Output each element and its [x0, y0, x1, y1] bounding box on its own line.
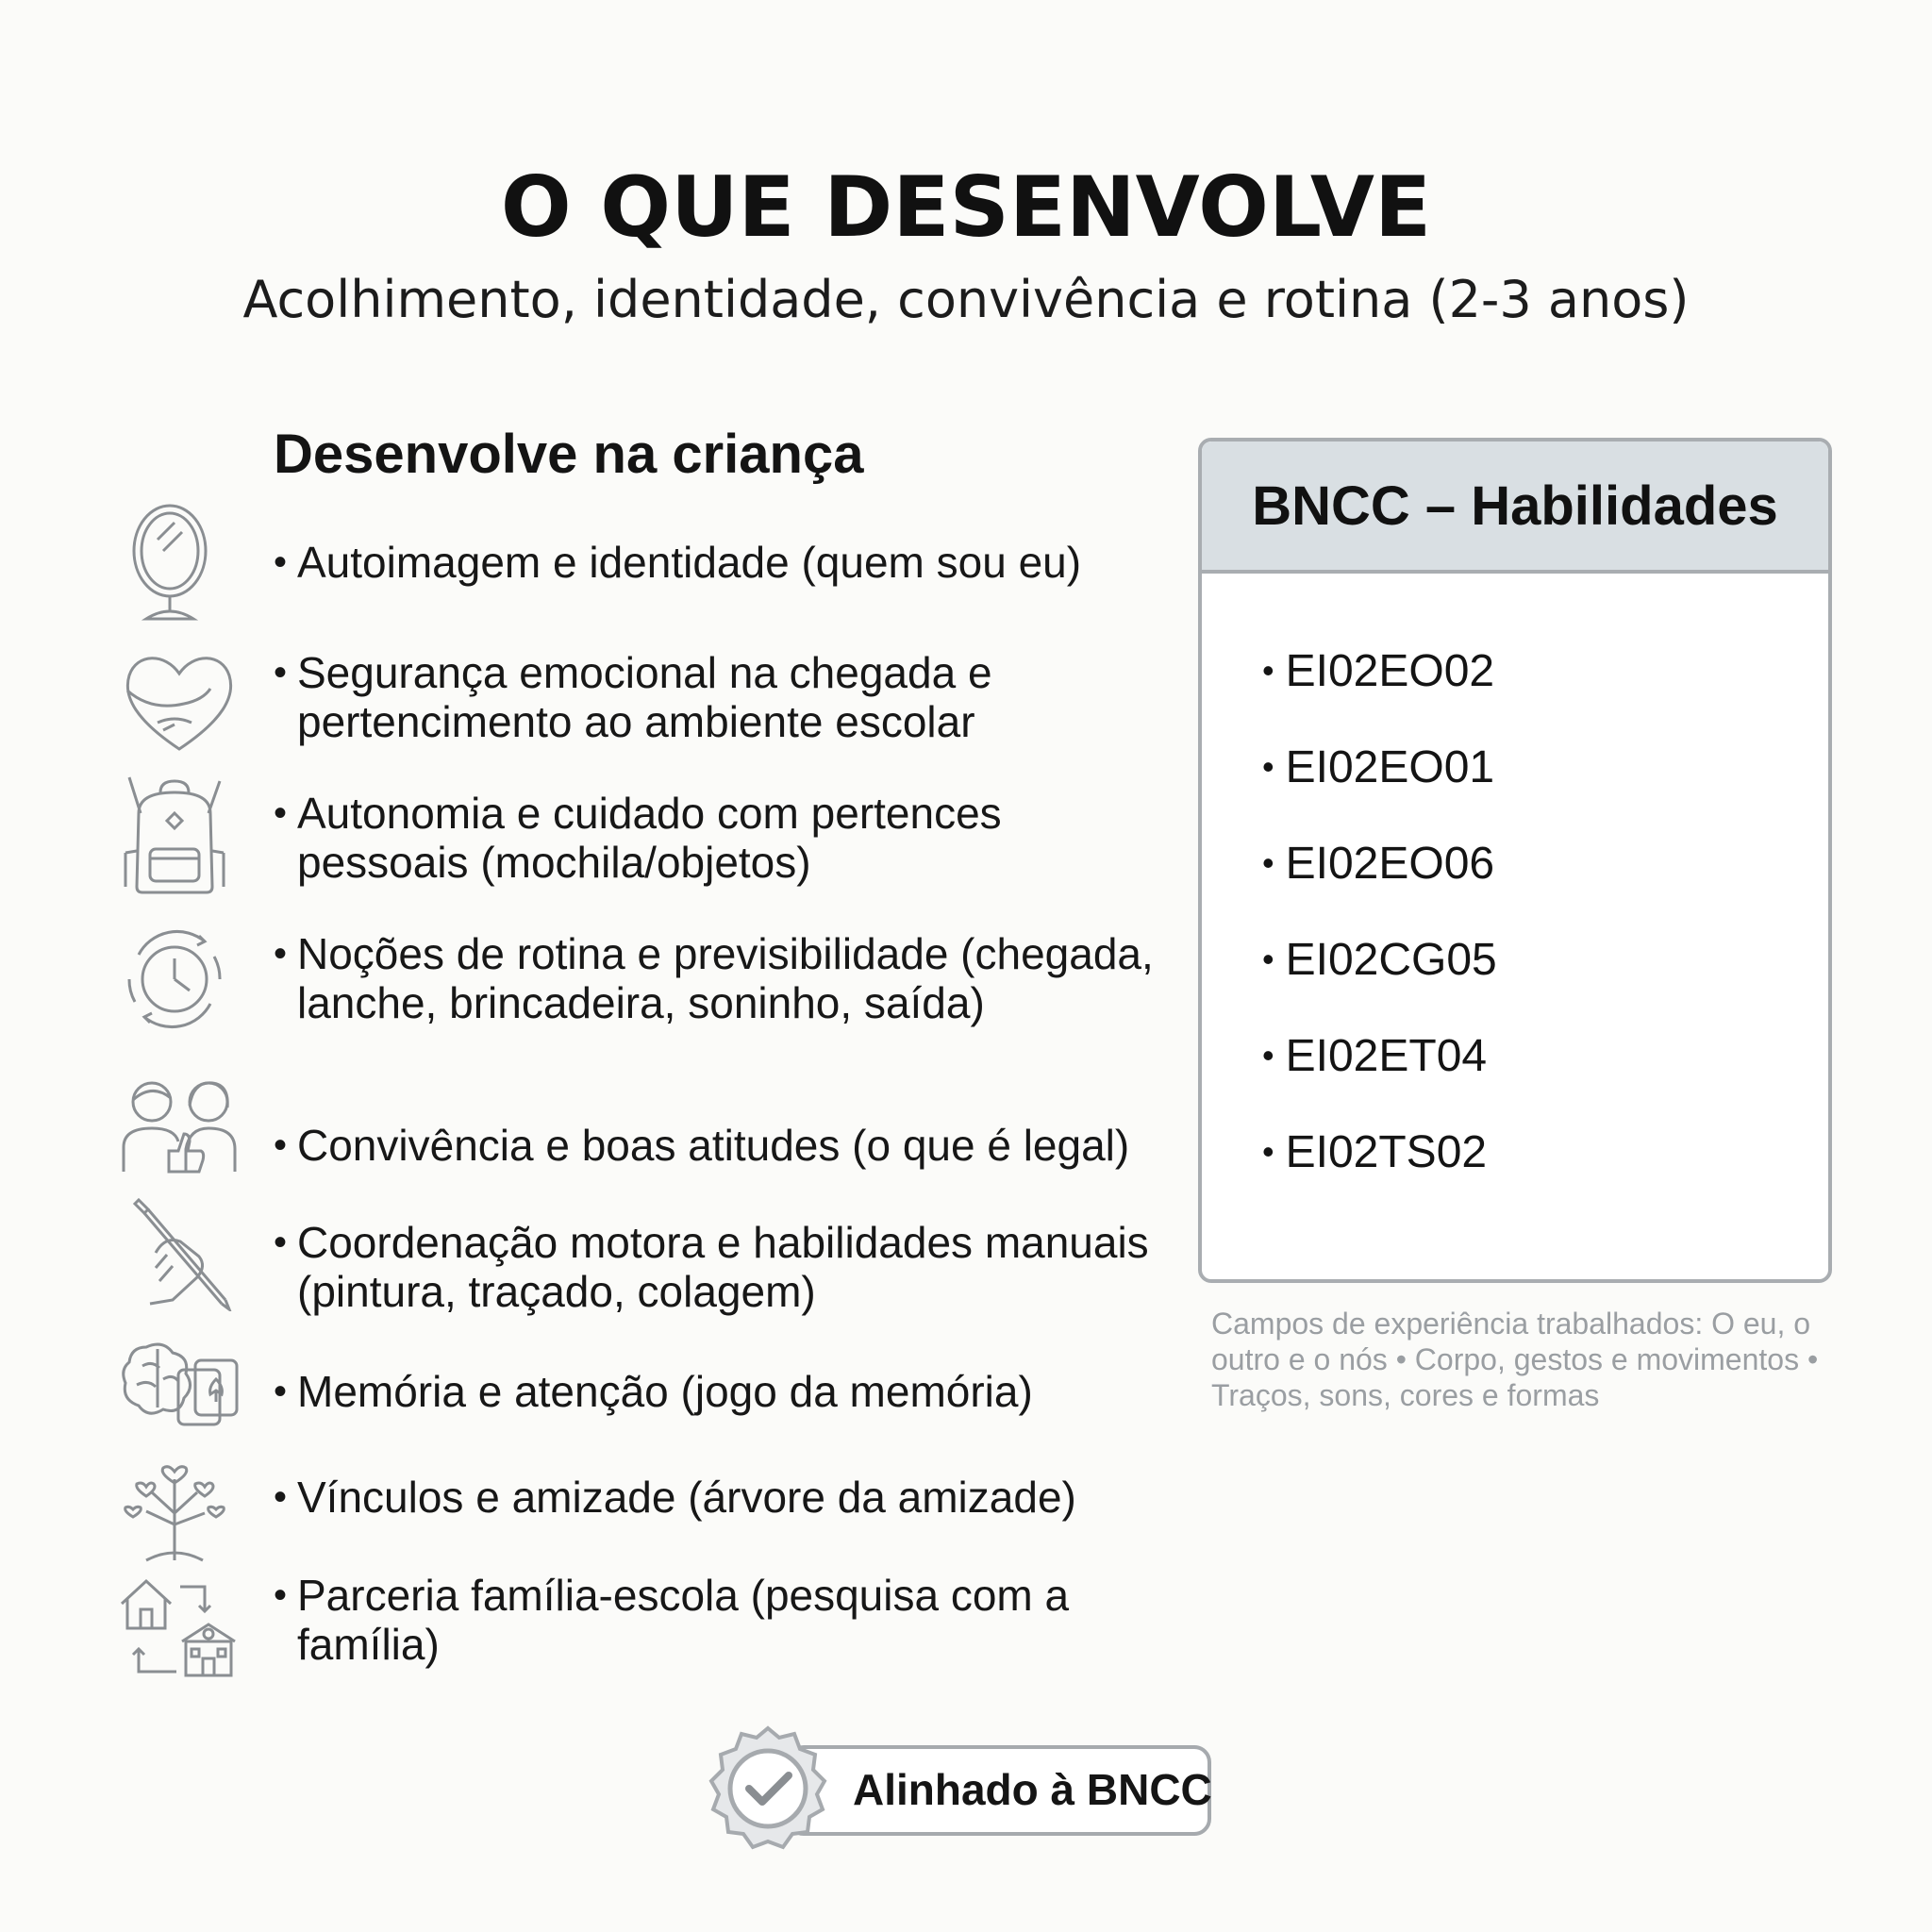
bullet: •	[274, 1371, 288, 1412]
bullet: •	[1262, 651, 1274, 690]
list-item	[274, 538, 1170, 587]
bullet: •	[274, 1574, 288, 1616]
hand-brush-icon	[118, 1198, 241, 1311]
brain-cards-icon	[118, 1332, 241, 1436]
bullet: •	[1262, 1036, 1274, 1074]
bullet: •	[274, 1476, 288, 1518]
friends-thumbs-up-icon	[118, 1074, 241, 1177]
home-school-icon	[118, 1570, 241, 1683]
list-item	[274, 1571, 1170, 1669]
list-item	[274, 789, 1170, 887]
clock-cycle-icon	[118, 923, 231, 1036]
bullet: •	[274, 541, 288, 583]
bullet: •	[274, 1222, 288, 1263]
bncc-code-text: EI02EO01	[1285, 742, 1495, 792]
bncc-code	[1262, 934, 1497, 986]
list-item	[274, 929, 1170, 1027]
list-item	[274, 1367, 1170, 1416]
list-item-text: Segurança emocional na chegada e pertencimento ao ambiente escolar	[297, 648, 992, 746]
section-heading: Desenvolve na criança	[274, 424, 864, 485]
bullet: •	[1262, 940, 1274, 978]
page-subtitle: Acolhimento, identidade, convivência e rotina (2-3 anos)	[242, 270, 1690, 329]
badge-label: Alinhado à BNCC	[853, 1765, 1212, 1814]
bncc-code	[1262, 838, 1494, 890]
bncc-code-text: EI02ET04	[1285, 1031, 1488, 1081]
check-seal-icon	[702, 1723, 834, 1859]
list-item-text: Noções de rotina e previsibilidade (chegada, lanche, brincadeira, soninho, saída)	[297, 929, 1154, 1027]
bullet: •	[274, 1124, 288, 1166]
bullet: •	[274, 792, 288, 834]
list-item-text: Autoimagem e identidade (quem sou eu)	[297, 538, 1082, 587]
bullet: •	[1262, 1132, 1274, 1171]
bncc-code	[1262, 741, 1494, 793]
bncc-code	[1262, 1126, 1487, 1178]
bncc-code-text: EI02TS02	[1285, 1127, 1488, 1177]
list-item	[274, 648, 1170, 746]
bncc-heading: BNCC – Habilidades	[1202, 441, 1828, 574]
list-item	[274, 1218, 1170, 1316]
page-title: O QUE DESENVOLVE	[500, 158, 1432, 256]
friendship-tree-icon	[118, 1451, 231, 1564]
bullet: •	[1262, 747, 1274, 786]
list-item	[274, 1473, 1170, 1522]
list-item-text: Vínculos e amizade (árvore da amizade)	[297, 1473, 1076, 1522]
bncc-code	[1262, 1030, 1487, 1082]
bncc-code-text: EI02EO06	[1285, 839, 1495, 889]
list-item-text: Convivência e boas atitudes (o que é legal)	[297, 1121, 1130, 1170]
mirror-icon	[118, 502, 222, 625]
bncc-code-text: EI02EO02	[1285, 646, 1495, 696]
list-item-text: Memória e atenção (jogo da memória)	[297, 1367, 1033, 1416]
bullet: •	[1262, 843, 1274, 882]
heart-hug-icon	[118, 645, 241, 758]
list-item-text: Parceria família-escola (pesquisa com a família)	[297, 1571, 1070, 1669]
bullet: •	[274, 933, 288, 974]
experience-fields-note: Campos de experiência trabalhados: O eu, o outro e o nós • Corpo, gestos e movimentos • Traços, sons, cores e formas	[1211, 1307, 1819, 1412]
bncc-badge	[702, 1723, 1230, 1855]
bncc-code	[1262, 645, 1494, 697]
bncc-panel	[1198, 438, 1832, 1283]
list-item-text: Autonomia e cuidado com pertences pessoais (mochila/objetos)	[297, 789, 1002, 887]
backpack-icon	[118, 775, 231, 898]
bullet: •	[274, 652, 288, 693]
list-item	[274, 1121, 1170, 1170]
bncc-code-text: EI02CG05	[1285, 935, 1497, 985]
list-item-text: Coordenação motora e habilidades manuais (pintura, traçado, colagem)	[297, 1218, 1149, 1316]
